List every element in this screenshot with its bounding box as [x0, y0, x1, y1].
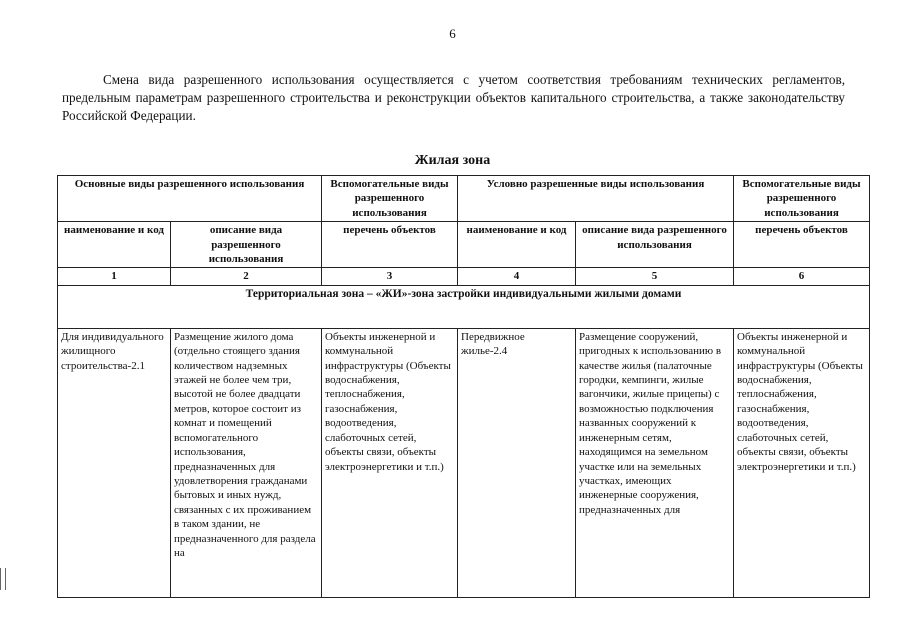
header-aux-uses-2: Вспомогательные виды разрешенного использования: [734, 176, 870, 222]
header-aux-uses-1: Вспомогательные виды разрешенного использования: [322, 176, 458, 222]
territorial-zone-row: [58, 285, 870, 328]
subheader-description-2: описание вида разрешенного использования: [576, 222, 734, 268]
territorial-zone-title: Территориальная зона – «ЖИ»-зона застройки индивидуальными жилыми домами: [58, 285, 870, 328]
subheader-objects-1: перечень объектов: [322, 222, 458, 268]
binding-margin-mark: [0, 568, 6, 590]
cell-conditional-use-description: Размещение сооружений, пригодных к использованию в качестве жилья (палаточные городки, кемпинги, жилые вагончики, жилые прицепы) с возможностью подключения названных сооружений к инженерным сетям, находящимся на земельном участке или на земельных участках, имеющих инженерные сооружения, предназначенных для: [576, 328, 734, 597]
header-conditional-uses: Условно разрешенные виды использования: [458, 176, 734, 222]
cell-main-use-name: Для индивидуального жилищного строительства-2.1: [58, 328, 171, 597]
cell-aux-objects-2: Объекты инженерной и коммунальной инфраструктуры (Объекты водоснабжения, теплоснабжения, газоснабжения, водоотведения, слаботочных сетей, объекты связи, объекты электроэнергетики и т.п.): [734, 328, 870, 597]
subheader-name-code-1: наименование и код: [58, 222, 171, 268]
column-number-row: [58, 268, 870, 285]
intro-paragraph: Смена вида разрешенного использования осуществляется с учетом соответствия требованиям технических регламентов, предельным параметрам разрешенного строительства и реконструкции объектов капитального строительства, а также законодательству Российской Федерации.: [62, 72, 845, 123]
header-main-uses: Основные виды разрешенного использования: [58, 176, 322, 222]
subheader-name-code-2: наименование и код: [458, 222, 576, 268]
page-number: 6: [449, 26, 456, 41]
sub-header-row: [58, 222, 870, 268]
group-header-row: [58, 176, 870, 222]
zone-title: Жилая зона: [414, 153, 491, 168]
column-number: 2: [171, 268, 322, 285]
cell-main-use-description: Размещение жилого дома (отдельно стоящего здания количеством надземных этажей не более чем три, высотой не более двадцати метров, которое состоит из комнат и помещений вспомогательного использования, предназначенных для удовлетворения гражданами бытовых и иных нужд, связанных с их проживанием в таком здании, не предназначенного для раздела на: [171, 328, 322, 597]
table-row: [58, 328, 870, 597]
column-number: 3: [322, 268, 458, 285]
zone-table: [57, 175, 870, 598]
cell-conditional-use-name: Передвижное жилье-2.4: [458, 328, 576, 597]
column-number: 4: [458, 268, 576, 285]
column-number: 5: [576, 268, 734, 285]
subheader-description-1: описание вида разрешенного использования: [171, 222, 322, 268]
cell-aux-objects-1: Объекты инженерной и коммунальной инфраструктуры (Объекты водоснабжения, теплоснабжения, газоснабжения, водоотведения, слаботочных сетей, объекты связи, объекты электроэнергетики и т.п.): [322, 328, 458, 597]
subheader-objects-2: перечень объектов: [734, 222, 870, 268]
column-number: 1: [58, 268, 171, 285]
column-number: 6: [734, 268, 870, 285]
